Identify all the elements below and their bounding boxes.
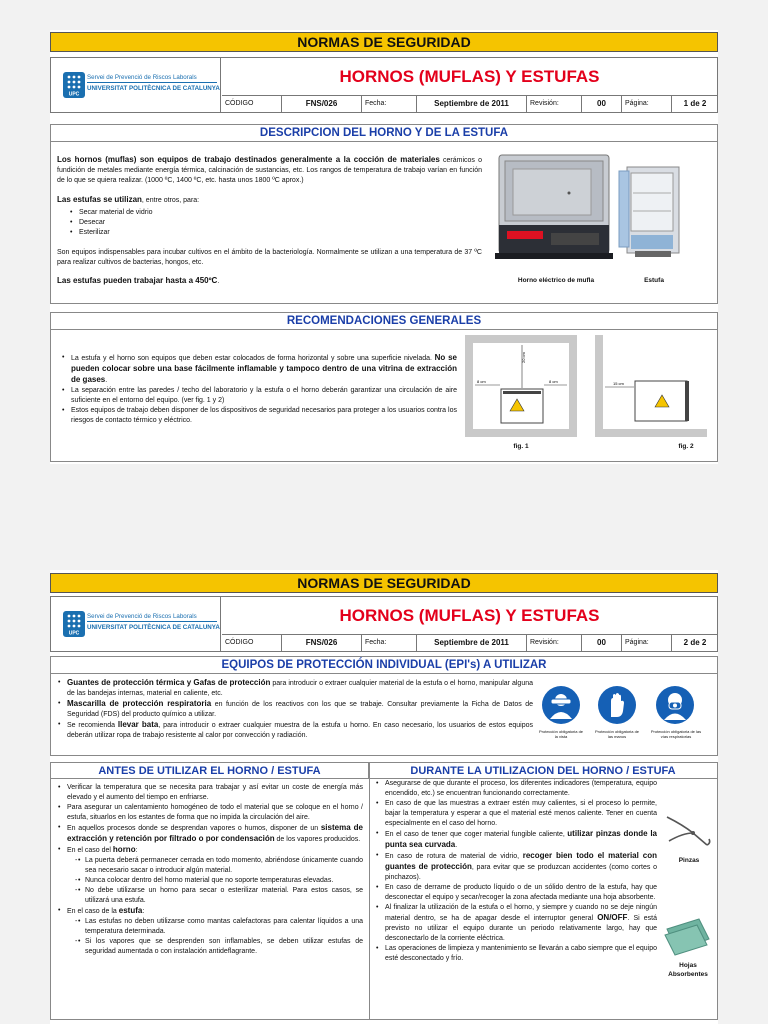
list-item: • Se recomienda llevar bata, para introducir o extraer cualquier muestra de la estufa u horno. En caso necesario, los usuarios de estos equipos deberán utilizar ropa de trabajo resistente al calor por convección y radiación. bbox=[55, 720, 533, 741]
recomendaciones-list bbox=[59, 353, 457, 426]
university-name: UNIVERSITAT POLITÈCNICA DE CATALUNYA bbox=[87, 85, 220, 92]
fecha-label: Fecha: bbox=[362, 635, 417, 651]
icon-caption-eyes: Protección obligatoria de la vista bbox=[538, 729, 584, 739]
epis-list bbox=[55, 678, 533, 741]
list-item: • En aquellos procesos donde se desprendan vapores o humos, disponer de un sistema de extracción y retención por filtrado o por condensación de los vapores producidos. bbox=[55, 823, 363, 845]
doc-title: HORNOS (MUFLAS) Y ESTUFAS bbox=[222, 597, 717, 635]
list-item: • Esterilizar bbox=[67, 228, 482, 238]
upc-logo-icon bbox=[63, 611, 85, 637]
codigo-label: CÓDIGO bbox=[222, 96, 282, 112]
list-item: • Asegurarse de que durante el proceso, los diferentes indicadores (temperatura, equipo encendido, etc.) se encuentran funcionando correctamente. bbox=[373, 779, 657, 799]
list-item: • Secar material de vidrio bbox=[67, 208, 482, 218]
codigo-value: FNS/026 bbox=[282, 635, 362, 651]
durante-list bbox=[373, 779, 657, 964]
doc-title: HORNOS (MUFLAS) Y ESTUFAS bbox=[222, 58, 717, 96]
list-item: • En caso de rotura de material de vidrio, recoger bien todo el material con guantes de protección, para evitar que se produzcan accidentes (como cortes o pinchazos). bbox=[373, 851, 657, 883]
section-title: RECOMENDACIONES GENERALES bbox=[51, 313, 717, 330]
descripcion-text: Los hornos (muflas) son equipos de trabajo destinados generalmente a la cocción de materiales cerámicos o fundición de metales mediante energía térmica, calcinación de sustancias, etc. Los rangos de temperatura de trabajo varían en función de lo que se quiera realizar. (1000 ºC, 1400 ºC, etc. hasta unos 1800 ºC aprox.) Las estufas se utilizan, entre otros, para: • Secar material de vidrio • Desecar • Esterilizar Son equipos indispensables para incubar cultivos en el ámbito de la bacteriología. Normalmente se utilizan a una temperatura de 37 ºC para realizar cultivos de bacterias, hongos, etc. Las estufas pueden trabajar hasta a 450ºC. bbox=[57, 155, 482, 287]
eye-protection-icon bbox=[541, 685, 581, 725]
list-item: • Verificar la temperatura que se necesita para trabajar y así evitar un coste de energía más elevado y el aumento del tiempo en enfriarse. bbox=[55, 783, 363, 803]
org-logo bbox=[51, 597, 221, 651]
svg-text:20 cm: 20 cm bbox=[521, 352, 526, 363]
caption-hojas: Hojas Absorbentes bbox=[668, 962, 708, 978]
pagina-label: Página: bbox=[622, 96, 672, 112]
svg-text:8 cm: 8 cm bbox=[549, 379, 558, 384]
section-epis bbox=[50, 656, 718, 756]
doc-header-1 bbox=[50, 57, 718, 113]
respiratory-protection-icon bbox=[655, 685, 695, 725]
revision-label: Revisión: bbox=[527, 96, 582, 112]
caption-fig1: fig. 1 bbox=[513, 443, 529, 450]
revision-label: Revisión: bbox=[527, 635, 582, 651]
org-name: Servei de Prevenció de Riscos Laborals bbox=[87, 613, 197, 620]
list-item: • Desecar bbox=[67, 218, 482, 228]
sub-list-item: • - Las estufas no deben utilizarse como mantas calefactoras para calentar líquidos a una temperatura determinada. bbox=[75, 917, 363, 937]
uses-list bbox=[67, 208, 482, 238]
absorbent-sheets-image bbox=[663, 913, 713, 957]
pagina-label: Página: bbox=[622, 635, 672, 651]
muffle-furnace-image bbox=[491, 149, 621, 277]
sub-list-item: • - Nunca colocar dentro del horno material que no soporte temperaturas elevadas. bbox=[75, 876, 363, 886]
caption-estufa: Estufa bbox=[644, 277, 664, 284]
sub-list-item: • - La puerta deberá permanecer cerrada en todo momento, abriéndose únicamente cuando sea necesario sacar o introducir algún material. bbox=[75, 856, 363, 876]
org-name: Servei de Prevenció de Riscos Laborals bbox=[87, 74, 197, 81]
svg-text:8 cm: 8 cm bbox=[477, 379, 486, 384]
list-item: • La separación entre las paredes / techo del laboratorio y la estufa o el horno deberán garantizar una circulación de aire suficiente en el entorno del equipo. (ver fig. 1 y 2) bbox=[59, 386, 457, 406]
pagina-value: 2 de 2 bbox=[683, 638, 707, 647]
header-band-1: NORMAS DE SEGURIDAD bbox=[50, 32, 718, 52]
revision-value: 00 bbox=[582, 635, 622, 651]
header-band-2: NORMAS DE SEGURIDAD bbox=[50, 573, 718, 593]
upc-logo-icon bbox=[63, 72, 85, 98]
list-item: • En caso de que las muestras a extraer estén muy calientes, si el proceso lo permite, bajar la temperatura y esperar a que el material esté menos caliente. Tener en cuenta especialmente en el caso del horno. bbox=[373, 799, 657, 829]
doc-header-2 bbox=[50, 596, 718, 652]
tongs-image bbox=[663, 811, 713, 851]
section-descripcion bbox=[50, 124, 718, 304]
doc-meta bbox=[222, 96, 717, 112]
icon-caption-hands: Protección obligatoria de las manos bbox=[594, 729, 640, 739]
list-item: • Para asegurar un calentamiento homogéneo de todo el material que se coloque en el horno / estufa, situarlos en los estantes de forma que no impida la circulación del aire. bbox=[55, 803, 363, 823]
pagina-value: 1 de 2 bbox=[683, 99, 707, 108]
list-item: • Guantes de protección térmica y Gafas de protección para introducir o extraer cualquier material de la estufa o el horno, manipular alguna de las bandejas internas, material en caliente, etc. bbox=[55, 678, 533, 699]
list-item: • En el caso del horno: • - La puerta deberá permanecer cerrada en todo momento, abriéndose únicamente cuando sea necesario sacar o introducir algún material. • - Nunca colocar dentro del horno material que no soporte temperaturas elevadas. • - No debe utilizarse un horno para secar o esterilizar material. Para estos casos, se utilizará una estufa. bbox=[55, 845, 363, 906]
durante-title: DURANTE LA UTILIZACION DEL HORNO / ESTUFA bbox=[369, 763, 717, 779]
section-recomendaciones bbox=[50, 312, 718, 462]
list-item: • La estufa y el horno son equipos que deben estar colocados de forma horizontal y sobre una superficie nivelada. No se pueden colocar sobre una base fácilmente inflamable y tampoco dentro de una vitrina de extracción de gases. bbox=[59, 353, 457, 386]
svg-text:15 cm: 15 cm bbox=[613, 381, 624, 386]
list-item: • Las operaciones de limpieza y mantenimiento se llevarán a cabo siempre que el equipo esté desconectado y frío. bbox=[373, 944, 657, 964]
list-item: • Mascarilla de protección respiratoria en función de los reactivos con los que se trabaje. Consultar previamente la Ficha de Datos de Seguridad (FDS) del producto químico a utilizar. bbox=[55, 699, 533, 720]
codigo-value: FNS/026 bbox=[282, 96, 362, 112]
doc-meta bbox=[222, 635, 717, 651]
fecha-value: Septiembre de 2011 bbox=[417, 96, 527, 112]
revision-value: 00 bbox=[582, 96, 622, 112]
oven-estufa-image bbox=[617, 163, 687, 273]
list-item: • En el caso de tener que coger material fungible caliente, utilizar pinzas donde la punta sea curvada. bbox=[373, 829, 657, 851]
sub-list-item: • - No debe utilizarse un horno para secar o esterilizar material. Para estos casos, se utilizará una estufa. bbox=[75, 886, 363, 906]
org-logo bbox=[51, 58, 221, 112]
section-antes-durante bbox=[50, 762, 718, 1020]
svg-text:UPC: UPC bbox=[68, 91, 80, 98]
hand-protection-icon bbox=[597, 685, 637, 725]
svg-text:UPC: UPC bbox=[68, 630, 80, 637]
university-name: UNIVERSITAT POLITÈCNICA DE CATALUNYA bbox=[87, 624, 220, 631]
list-item: • En el caso de la estufa: • - Las estufas no deben utilizarse como mantas calefactoras para calentar líquidos a una temperatura determinada. • - Si los vapores que se desprenden son inflamables, se deben utilizar estufas de seguridad aumentada o con instalación antideflagrante. bbox=[55, 906, 363, 957]
antes-title: ANTES DE UTILIZAR EL HORNO / ESTUFA bbox=[51, 763, 369, 779]
fig2-diagram bbox=[595, 335, 707, 437]
section-title: DESCRIPCION DEL HORNO Y DE LA ESTUFA bbox=[51, 125, 717, 142]
codigo-label: CÓDIGO bbox=[222, 635, 282, 651]
antes-list bbox=[55, 783, 363, 957]
sub-list-item: • - Si los vapores que se desprenden son inflamables, se deben utilizar estufas de seguridad aumentada o con instalación antideflagrante. bbox=[75, 937, 363, 957]
caption-horno: Horno eléctrico de mufla bbox=[517, 277, 595, 284]
icon-caption-respiratory: Protección obligatoria de las vías respiratorias bbox=[650, 729, 702, 739]
section-title: EQUIPOS DE PROTECCIÓN INDIVIDUAL (EPI's) A UTILIZAR bbox=[51, 657, 717, 674]
fig1-diagram bbox=[465, 335, 577, 437]
fecha-label: Fecha: bbox=[362, 96, 417, 112]
list-item: • Estos equipos de trabajo deben disponer de los dispositivos de seguridad necesarios para proteger a los usuarios contra los riesgos de contacto térmico y eléctrico. bbox=[59, 406, 457, 426]
list-item: • En caso de derrame de producto líquido o de un sólido dentro de la estufa, hay que desconectar el equipo y secar/recoger la zona afectada mediante una hoja absorbente. bbox=[373, 883, 657, 903]
caption-fig2: fig. 2 bbox=[678, 443, 694, 450]
list-item: • Al finalizar la utilización de la estufa o el horno, y siempre y cuando no se deje ningún material dentro, se ha de apagar desde el interruptor general ON/OFF. Si está previsto no utilizar el equipo durante un periodo relativamente largo, hay que desconectarlo de la corriente eléctrica. bbox=[373, 903, 657, 944]
caption-pinzas: Pinzas bbox=[678, 857, 700, 864]
fecha-value: Septiembre de 2011 bbox=[417, 635, 527, 651]
